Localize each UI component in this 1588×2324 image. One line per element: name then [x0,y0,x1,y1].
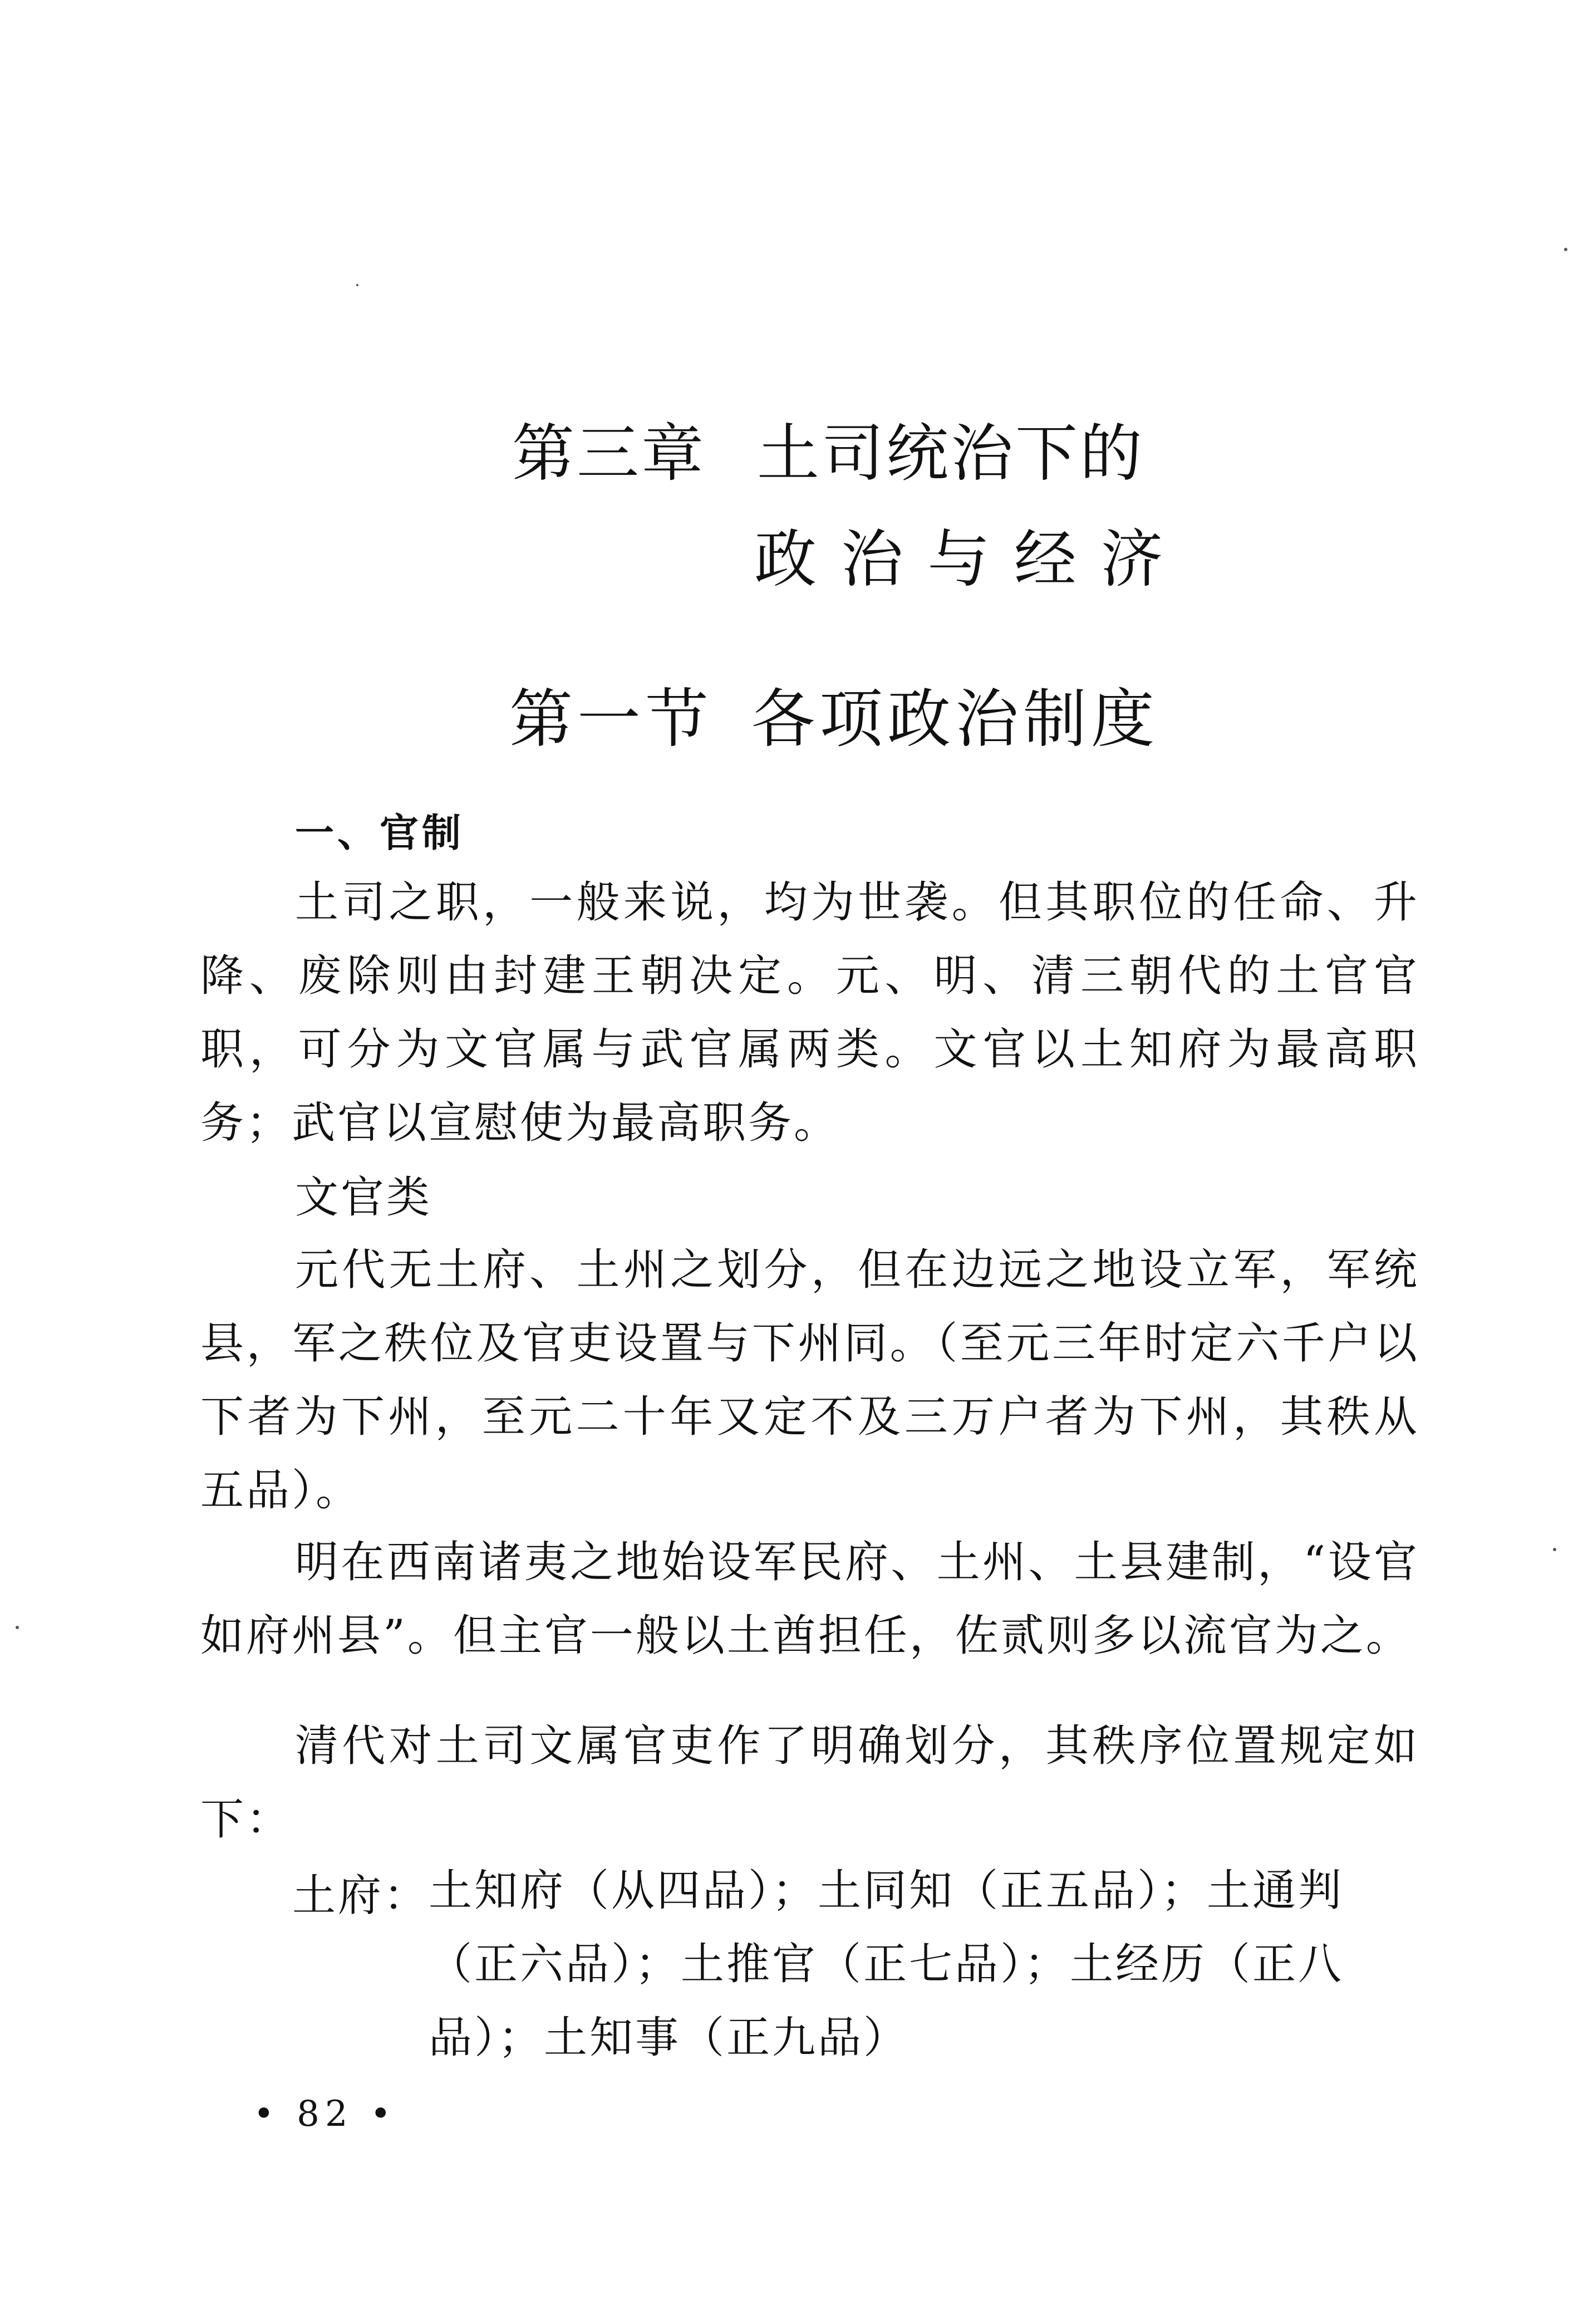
paragraph-3: 元代无土府、土州之划分，但在边远之地设立军，军统县，军之秩位及官吏设置与下州同。（至元三年时定六千户以下者为下州，至元二十年又定不及三万户者为下州，其秩从五品）。 [200,1245,1419,1516]
chapter-label: 第三章 [512,418,706,490]
scan-speck [16,1626,19,1629]
rank-list-text: 土知府（从四品）；土同知（正五品）；土通判（正六品）；土推官（正七品）；土经历（正八品）；土知事（正九品） [429,1866,1344,2063]
chapter-title-line-1: 土司统治下的 [757,418,1144,490]
scan-speck [356,284,358,286]
page-number: • 82 • [253,2093,397,2135]
section-label: 第一节 [509,682,714,756]
scan-speck [1553,1548,1556,1551]
subheading: 一、官制 [295,810,464,856]
paragraph-1: 土司之职，一般来说，均为世袭。但其职位的任命、升降、废除则由封建王朝决定。元、明、清三朝代的土官官职，可分为文官属与武官属两类。文官以土知府为最高职务；武官以宣慰使为最高职务。 [200,877,1419,1148]
paragraph-2-subtitle: 文官类 [295,1173,432,1223]
scan-speck [1564,248,1567,251]
paragraph-4: 明在西南诸夷之地始设军民府、土州、土县建制，“设官如府州县”。但主官一般以土酋担任，佐贰则多以流官为之。 [200,1537,1419,1661]
paragraph-5: 清代对土司文属官吏作了明确划分，其秩序位置规定如下： [200,1721,1419,1845]
section-title: 各项政治制度 [751,682,1159,756]
rank-list-label: 土府： [292,1871,430,1921]
chapter-title-line-2: 政 治 与 经 济 [754,523,1166,596]
